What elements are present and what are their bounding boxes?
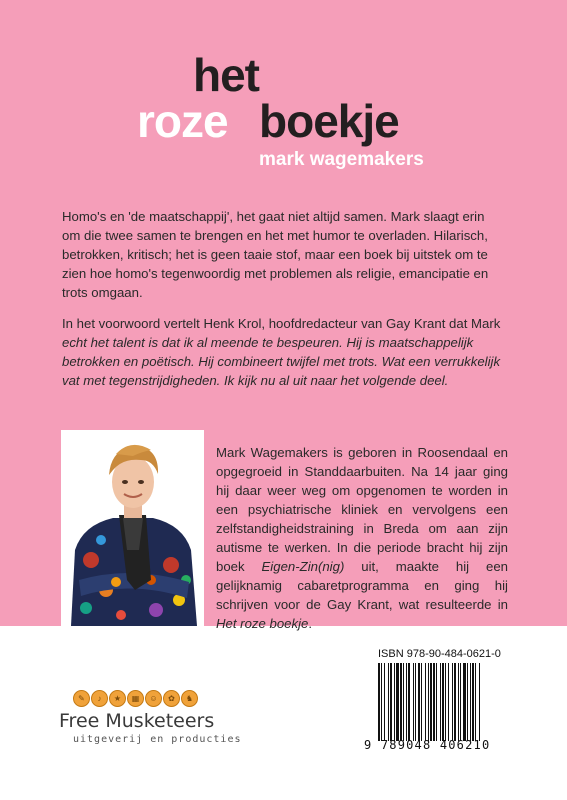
- barcode-digits: 9 789048 406210: [364, 738, 491, 752]
- publisher-tagline: uitgeverij en producties: [73, 734, 242, 745]
- barcode-bar: [394, 663, 395, 741]
- barcode-bar: [390, 663, 392, 741]
- barcode-bar: [413, 663, 414, 741]
- isbn-label: ISBN 978-90-484-0621-0: [378, 648, 501, 660]
- barcode-bar: [448, 663, 449, 741]
- barcode-bar: [415, 663, 416, 741]
- title-het: het: [193, 49, 259, 101]
- bio-book-title-2: Het roze boekje: [216, 616, 309, 631]
- knight-icon: ♞: [181, 690, 198, 707]
- barcode-bar: [388, 663, 389, 741]
- barcode-bar: [442, 663, 444, 741]
- barcode-bar: [445, 663, 446, 741]
- bio-part-2: uit, maakte hij een gelijknamig cabaretprogramma en ging hij schrijven voor de Gay Krant, wat resulteerde in: [216, 559, 508, 612]
- barcode-bar: [384, 663, 385, 741]
- barcode-bar: [428, 663, 429, 741]
- author-photo: [61, 430, 204, 626]
- smiley-icon: ☺: [145, 690, 162, 707]
- barcode-bar: [467, 663, 468, 741]
- grid-icon: ▦: [127, 690, 144, 707]
- barcode-bars: [378, 663, 507, 741]
- barcode-bar: [378, 663, 380, 741]
- blurb-paragraph-1: Homo's en 'de maatschappij', het gaat niet altijd samen. Mark slaagt erin om die twee samen te brengen en het met humor te overladen. Hilarisch, betrokken, kritisch; het is geen taaie stof, maar een boek bij uitstek om te zien hoe homo's tegenwoordig met problemen als religie, emancipatie en trots omgaan.: [62, 209, 489, 300]
- blurb-paragraph-2: [62, 314, 505, 390]
- barcode-bar: [396, 663, 399, 741]
- blurb-quote: echt het talent is dat ik al meende te bespeuren. Hij is maatschappelijk betrokken en poëtisch. Hij combineert twijfel met trots. Wat een verrukkelijk vat met tegenstrijdigheden. Ik kijk nu al uit naar het volgende deel.: [62, 335, 501, 388]
- barcode-bar: [421, 663, 422, 741]
- barcode-bar: [458, 663, 459, 741]
- author-bio: [216, 443, 508, 633]
- publisher-name: Free Musketeers: [59, 710, 215, 732]
- barcode-bar: [472, 663, 474, 741]
- blurb-paragraph-2-intro: In het voorwoord vertelt Henk Krol, hoofdredacteur van Gay Krant dat Mark: [62, 316, 501, 331]
- music-note-icon: ♪: [91, 690, 108, 707]
- flower-icon: ✿: [163, 690, 180, 707]
- barcode-bar: [436, 663, 437, 741]
- barcode-bar: [433, 663, 435, 741]
- barcode-bar: [460, 663, 461, 741]
- publisher-icon-row: [73, 690, 198, 707]
- barcode-bar: [403, 663, 404, 741]
- barcode-bar: [425, 663, 426, 741]
- barcode-bar: [400, 663, 402, 741]
- barcode-bar: [479, 663, 480, 741]
- publisher-logo: [59, 690, 242, 746]
- bio-book-title: Eigen-Zin(nig): [261, 559, 345, 574]
- barcode-bar: [406, 663, 407, 741]
- author-name: mark wagemakers: [259, 149, 424, 170]
- barcode-bar: [463, 663, 466, 741]
- star-icon: ★: [109, 690, 126, 707]
- barcode-bar: [454, 663, 456, 741]
- bio-part-3: .: [308, 616, 313, 631]
- barcode-bar: [475, 663, 476, 741]
- barcode-bar: [440, 663, 441, 741]
- bio-part-1: Mark Wagemakers is geboren in Roosendaal en opgegroeid in Standdaarbuiten. Na 14 jaar ging hij daar weer weg om opgenomen te worden in een psychiatrische kliniek en vervolgens een zelfstandigheidstraining in Breda om aan zijn autisme te werken. In die periode bracht hij zijn boek: [216, 445, 508, 574]
- barcode-bar: [430, 663, 432, 741]
- title-boekje: boekje: [259, 95, 399, 147]
- barcode-bar: [381, 663, 382, 741]
- title-roze: roze: [137, 95, 228, 147]
- barcode-bar: [470, 663, 471, 741]
- isbn-barcode: [364, 648, 507, 758]
- barcode-bar: [408, 663, 410, 741]
- pencil-icon: ✎: [73, 690, 90, 707]
- barcode-bar: [452, 663, 453, 741]
- barcode-bar: [418, 663, 420, 741]
